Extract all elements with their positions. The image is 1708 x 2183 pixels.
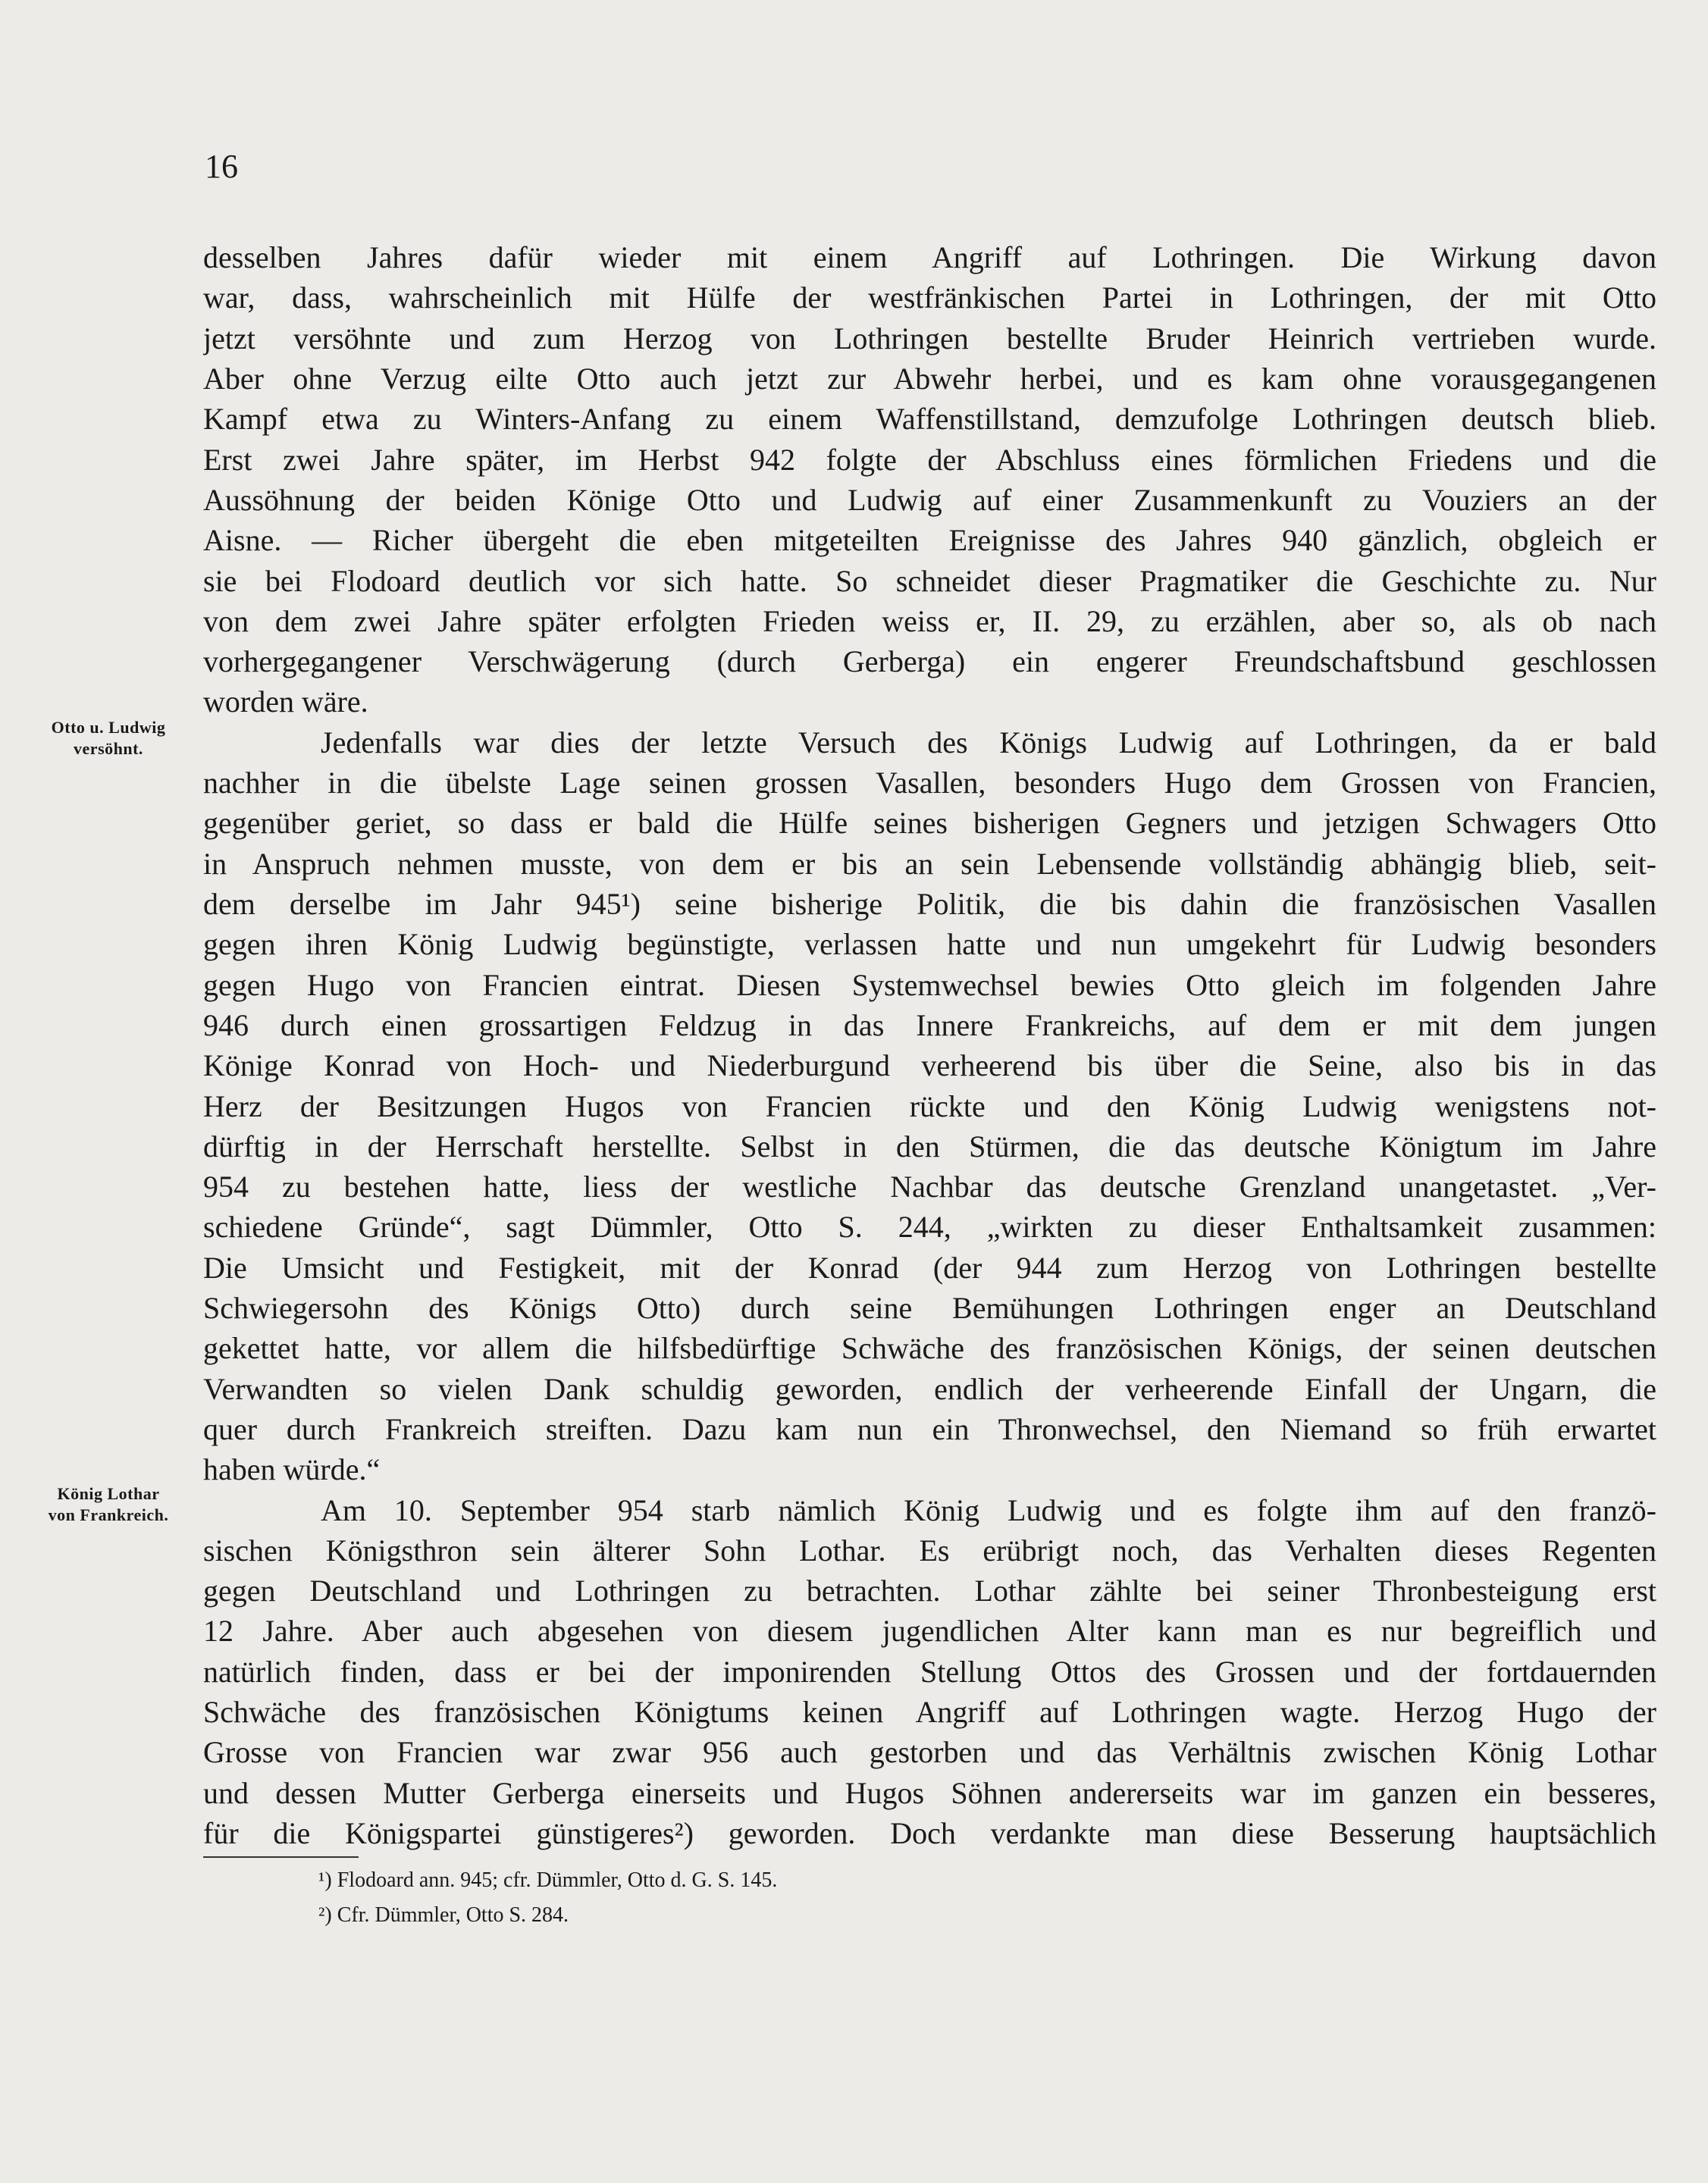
margin-note-line: versöhnt. bbox=[74, 739, 143, 758]
text-line: Schwäche des französischen Königtums keinen Angriff auf Lothringen wagte. Herzog Hugo der bbox=[203, 1695, 1656, 1729]
text-line: von dem zwei Jahre später erfolgten Frieden weiss er, II. 29, zu erzählen, aber so, als ob nach bbox=[203, 604, 1656, 638]
text-line: 954 zu bestehen hatte, liess der westliche Nachbar das deutsche Grenzland unangetastet. „Ver- bbox=[203, 1170, 1656, 1204]
text-line: und dessen Mutter Gerberga einerseits und Hugos Söhnen andererseits war im ganzen ein besseres, bbox=[203, 1776, 1656, 1810]
text-line: dürftig in der Herrschaft herstellte. Selbst in den Stürmen, die das deutsche Königtum im Jahre bbox=[203, 1129, 1656, 1164]
text-line: für die Königspartei günstigeres²) geworden. Doch verdankte man diese Besserung hauptsächlich bbox=[203, 1816, 1656, 1850]
margin-note-line: von Frankreich. bbox=[48, 1505, 169, 1524]
text-line: Könige Konrad von Hoch- und Niederburgund verheerend bis über die Seine, also bis in das bbox=[203, 1048, 1656, 1082]
text-line: gekettet hatte, vor allem die hilfsbedürftige Schwäche des französischen Königs, der seinen deutschen bbox=[203, 1331, 1656, 1365]
text-line: Jedenfalls war dies der letzte Versuch des Königs Ludwig auf Lothringen, da er bald bbox=[321, 725, 1656, 760]
text-line: gegenüber geriet, so dass er bald die Hülfe seines bisherigen Gegners und jetzigen Schwagers Otto bbox=[203, 806, 1656, 840]
text-line: Herz der Besitzungen Hugos von Francien rückte und den König Ludwig wenigstens not- bbox=[203, 1089, 1656, 1123]
text-line: 946 durch einen grossartigen Feldzug in das Innere Frankreichs, auf dem er mit dem jungen bbox=[203, 1008, 1656, 1042]
page-number: 16 bbox=[205, 148, 238, 185]
text-line: Am 10. September 954 starb nämlich König Ludwig und es folgte ihm auf den franzö- bbox=[321, 1493, 1656, 1527]
text-line: quer durch Frankreich streiften. Dazu kam nun ein Thronwechsel, den Niemand so früh erwartet bbox=[203, 1412, 1656, 1446]
footnote-divider bbox=[203, 1856, 359, 1858]
text-line: Schwiegersohn des Königs Otto) durch seine Bemühungen Lothringen enger an Deutschland bbox=[203, 1291, 1656, 1325]
footnote-2: ²) Cfr. Dümmler, Otto S. 284. bbox=[318, 1903, 569, 1927]
text-line: haben würde.“ bbox=[203, 1452, 381, 1486]
text-line: desselben Jahres dafür wieder mit einem Angriff auf Lothringen. Die Wirkung davon bbox=[203, 240, 1656, 274]
margin-note-line: Otto u. Ludwig bbox=[51, 718, 166, 737]
text-line: natürlich finden, dass er bei der imponirenden Stellung Ottos des Grossen und der fortdauernden bbox=[203, 1655, 1656, 1689]
text-line: Grosse von Francien war zwar 956 auch gestorben und das Verhältnis zwischen König Lothar bbox=[203, 1735, 1656, 1769]
text-line: Aisne. — Richer übergeht die eben mitgeteilten Ereignisse des Jahres 940 gänzlich, obgleich er bbox=[203, 523, 1656, 557]
text-line: Verwandten so vielen Dank schuldig geworden, endlich der verheerende Einfall der Ungarn, die bbox=[203, 1372, 1656, 1406]
text-line: gegen Deutschland und Lothringen zu betrachten. Lothar zählte bei seiner Thronbesteigung erst bbox=[203, 1574, 1656, 1608]
text-line: Erst zwei Jahre später, im Herbst 942 folgte der Abschluss eines förmlichen Friedens und die bbox=[203, 443, 1656, 477]
footnote-1: ¹) Flodoard ann. 945; cfr. Dümmler, Otto d. G. S. 145. bbox=[318, 1868, 778, 1892]
text-line: nachher in die übelste Lage seinen grossen Vasallen, besonders Hugo dem Grossen von Francien, bbox=[203, 766, 1656, 800]
text-line: dem derselbe im Jahr 945¹) seine bisherige Politik, die bis dahin die französischen Vasallen bbox=[203, 887, 1656, 921]
text-line: vorhergegangener Verschwägerung (durch Gerberga) ein engerer Freundschaftsbund geschlossen bbox=[203, 644, 1656, 678]
text-line: war, dass, wahrscheinlich mit Hülfe der westfränkischen Partei in Lothringen, der mit Otto bbox=[203, 280, 1656, 315]
text-line: sischen Königsthron sein älterer Sohn Lothar. Es erübrigt noch, das Verhalten dieses Regenten bbox=[203, 1533, 1656, 1568]
text-line: jetzt versöhnte und zum Herzog von Lothringen bestellte Bruder Heinrich vertrieben wurde. bbox=[203, 321, 1656, 355]
text-line: 12 Jahre. Aber auch abgesehen von diesem jugendlichen Alter kann man es nur begreiflich und bbox=[203, 1614, 1656, 1648]
text-line: in Anspruch nehmen musste, von dem er bis an sein Lebensende vollständig abhängig blieb, seit- bbox=[203, 847, 1656, 881]
text-line: schiedene Gründe“, sagt Dümmler, Otto S. 244, „wirkten zu dieser Enthaltsamkeit zusammen: bbox=[203, 1210, 1656, 1244]
text-line: worden wäre. bbox=[203, 684, 368, 719]
text-line: sie bei Flodoard deutlich vor sich hatte. So schneidet dieser Pragmatiker die Geschichte zu. Nur bbox=[203, 564, 1656, 598]
margin-note-koenig-lothar bbox=[21, 1483, 196, 1526]
margin-note-line: König Lothar bbox=[57, 1484, 160, 1503]
text-line: Aber ohne Verzug eilte Otto auch jetzt zur Abwehr herbei, und es kam ohne vorausgegangenen bbox=[203, 362, 1656, 396]
text-line: gegen ihren König Ludwig begünstigte, verlassen hatte und nun umgekehrt für Ludwig besonders bbox=[203, 927, 1656, 961]
margin-note-otto-ludwig bbox=[21, 717, 196, 760]
text-line: Aussöhnung der beiden Könige Otto und Ludwig auf einer Zusammenkunft zu Vouziers an der bbox=[203, 483, 1656, 517]
text-line: gegen Hugo von Francien eintrat. Diesen Systemwechsel bewies Otto gleich im folgenden Jahre bbox=[203, 968, 1656, 1002]
text-line: Die Umsicht und Festigkeit, mit der Konrad (der 944 zum Herzog von Lothringen bestellte bbox=[203, 1251, 1656, 1285]
text-line: Kampf etwa zu Winters-Anfang zu einem Waffenstillstand, demzufolge Lothringen deutsch blieb. bbox=[203, 402, 1656, 436]
